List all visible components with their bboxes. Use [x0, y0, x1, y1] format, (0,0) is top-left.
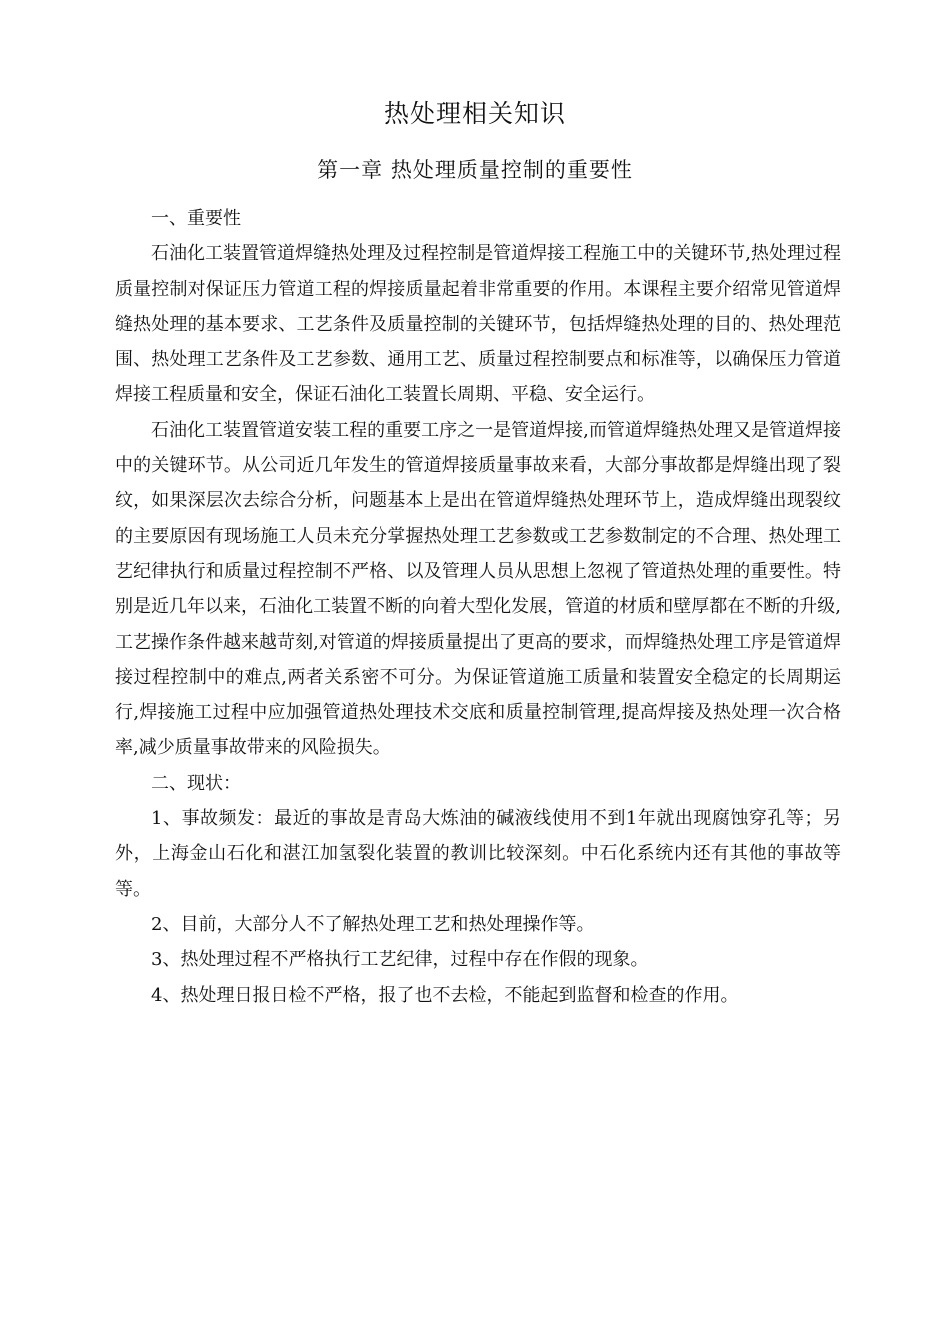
paragraph: 石油化工装置管道安装工程的重要工序之一是管道焊接,而管道焊缝热处理又是管道焊接中的关键环节。从公司近几年发生的管道焊接质量事故来看，大部分事故都是焊缝出现了裂纹，如果深层次去综合分析，问题基本上是出在管道焊缝热处理环节上，造成焊缝出现裂纹的主要原因有现场施工人员未充分掌握热处理工艺参数或工艺参数制定的不合理、热处理工艺纪律执行和质量过程控制不严格、以及管理人员从思想上忽视了管道热处理的重要性。特别是近几年以来，石油化工装置不断的向着大型化发展，管道的材质和壁厚都在不断的升级,工艺操作条件越来越苛刻,对管道的焊接质量提出了更高的要求，而焊缝热处理工序是管道焊接过程控制中的难点,两者关系密不可分。为保证管道施工质量和装置安全稳定的长周期运行,焊接施工过程中应加强管道热处理技术交底和质量控制管理,提高焊接及热处理一次合格率,减少质量事故带来的风险损失。 [115, 419, 841, 759]
list-item: 1、事故频发：最近的事故是青岛大炼油的碱液线使用不到1年就出现腐蚀穿孔等；另外，上海金山石化和湛江加氢裂化装置的教训比较深刻。中石化系统内还有其他的事故等等。 [115, 808, 841, 900]
document-title: 热处理相关知识 [383, 99, 566, 128]
section-heading-status: 二、现状： [151, 772, 241, 794]
chapter-title: 第一章 热处理质量控制的重要性 [317, 158, 633, 182]
document-body [115, 201, 841, 1013]
list-item: 3、热处理过程不严格执行工艺纪律，过程中存在作假的现象。 [151, 949, 649, 971]
list-item: 4、热处理日报日检不严格，报了也不去检，不能起到监督和检查的作用。 [151, 984, 739, 1006]
paragraph: 石油化工装置管道焊缝热处理及过程控制是管道焊接工程施工中的关键环节,热处理过程质量控制对保证压力管道工程的焊接质量起着非常重要的作用。本课程主要介绍常见管道焊缝热处理的基本要求、工艺条件及质量控制的关键环节，包括焊缝热处理的目的、热处理范围、热处理工艺条件及工艺参数、通用工艺、质量过程控制要点和标准等，以确保压力管道焊接工程质量和安全，保证石油化工装置长周期、平稳、安全运行。 [115, 243, 841, 406]
list-item: 2、目前，大部分人不了解热处理工艺和热处理操作等。 [151, 913, 595, 935]
section-heading-importance: 一、重要性 [151, 208, 241, 229]
